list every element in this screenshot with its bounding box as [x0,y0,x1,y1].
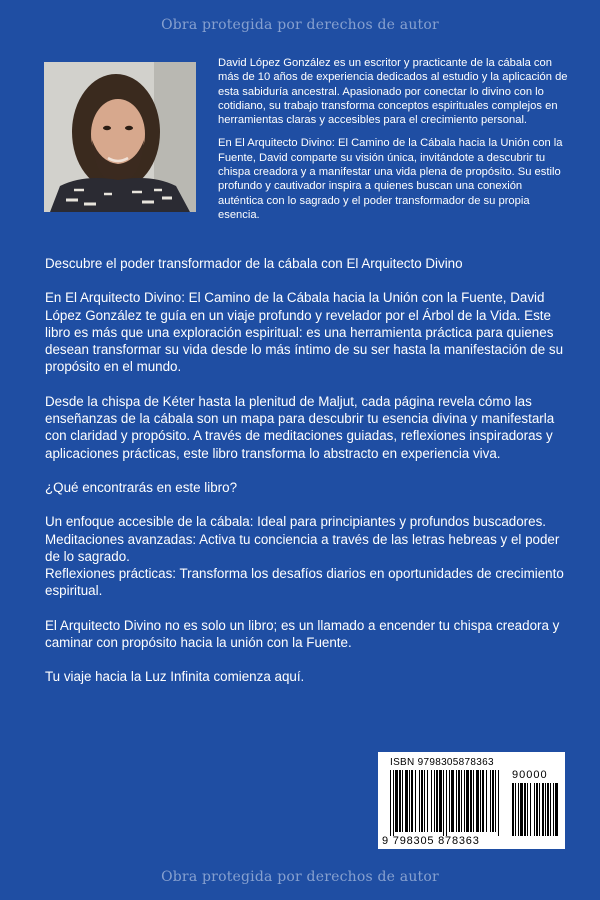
isbn-barcode [378,752,565,849]
author-photo [44,62,196,212]
author-bio-paragraph: David López González es un escritor y practicante de la cábala con más de 10 años de experiencia dedicados al estudio y la aplicación de esta sabiduría ancestral. Apasionado por conectar lo divino con lo cotidiano, su trabajo transforma conceptos espirituales complejos en herramientas claras y accesibles para el crecimiento personal. [218,57,568,127]
author-portrait-icon [44,62,196,212]
author-bio-paragraph: En El Arquitecto Divino: El Camino de la Cábala hacia la Unión con la Fuente, David comparte su visión única, invitándote a descubrir tu chispa creadora y a manifestar una vida plena de propósito. Su estilo profundo y cautivador inspira a quienes buscan una conexión auténtica con lo sagrado y el poder transformador de su propia esencia. [218,137,563,221]
feature-list [45,513,565,599]
feature-item: Meditaciones avanzadas: Activa tu conciencia a través de las letras hebreas y el poder de lo sagrado. [45,531,560,564]
description-journey: Desde la chispa de Kéter hasta la plenitud de Maljut, cada página revela cómo las enseñanzas de la cábala son un mapa para descubrir tu esencia divina y manifestarla con claridad y propósito. A través de meditaciones guiadas, reflexiones inspiradoras y aplicaciones prácticas, este libro transforma lo abstracto en experiencia viva. [45,393,555,461]
feature-item: Un enfoque accesible de la cábala: Ideal para principiantes y profundos buscadores. [45,514,546,530]
description-intro: En El Arquitecto Divino: El Camino de la Cábala hacia la Unión con la Fuente, David López González te guía en un viaje profundo y revelador por el Árbol de la Vida. Este libro es más que una exploración espiritual: es una herramienta práctica para quienes desean transformar su vida desde lo más íntimo de su ser hasta la manifestación de su propósito en el mundo. [45,290,564,375]
author-bio [218,56,568,231]
description-closing: El Arquitecto Divino no es solo un libro; es un llamado a encender tu chispa creadora y caminar con propósito hacia la unión con la Fuente. [45,617,560,651]
description-tagline: Tu viaje hacia la Luz Infinita comienza aquí. [45,669,305,685]
copyright-watermark-bottom: Obra protegida por derechos de autor [161,869,439,885]
isbn-label: ISBN 9798305878363 [390,757,494,768]
description-headline: Descubre el poder transformador de la cábala con El Arquitecto Divino [45,256,463,271]
book-description [45,255,565,703]
price-code: 90000 [512,769,548,781]
description-question: ¿Qué encontrarás en este libro? [45,479,238,495]
feature-item: Reflexiones prácticas: Transforma los desafíos diarios en oportunidades de crecimiento espiritual. [45,566,564,599]
copyright-watermark-top: Obra protegida por derechos de autor [161,17,439,33]
isbn-digits: 9 798305 878363 [382,835,480,847]
